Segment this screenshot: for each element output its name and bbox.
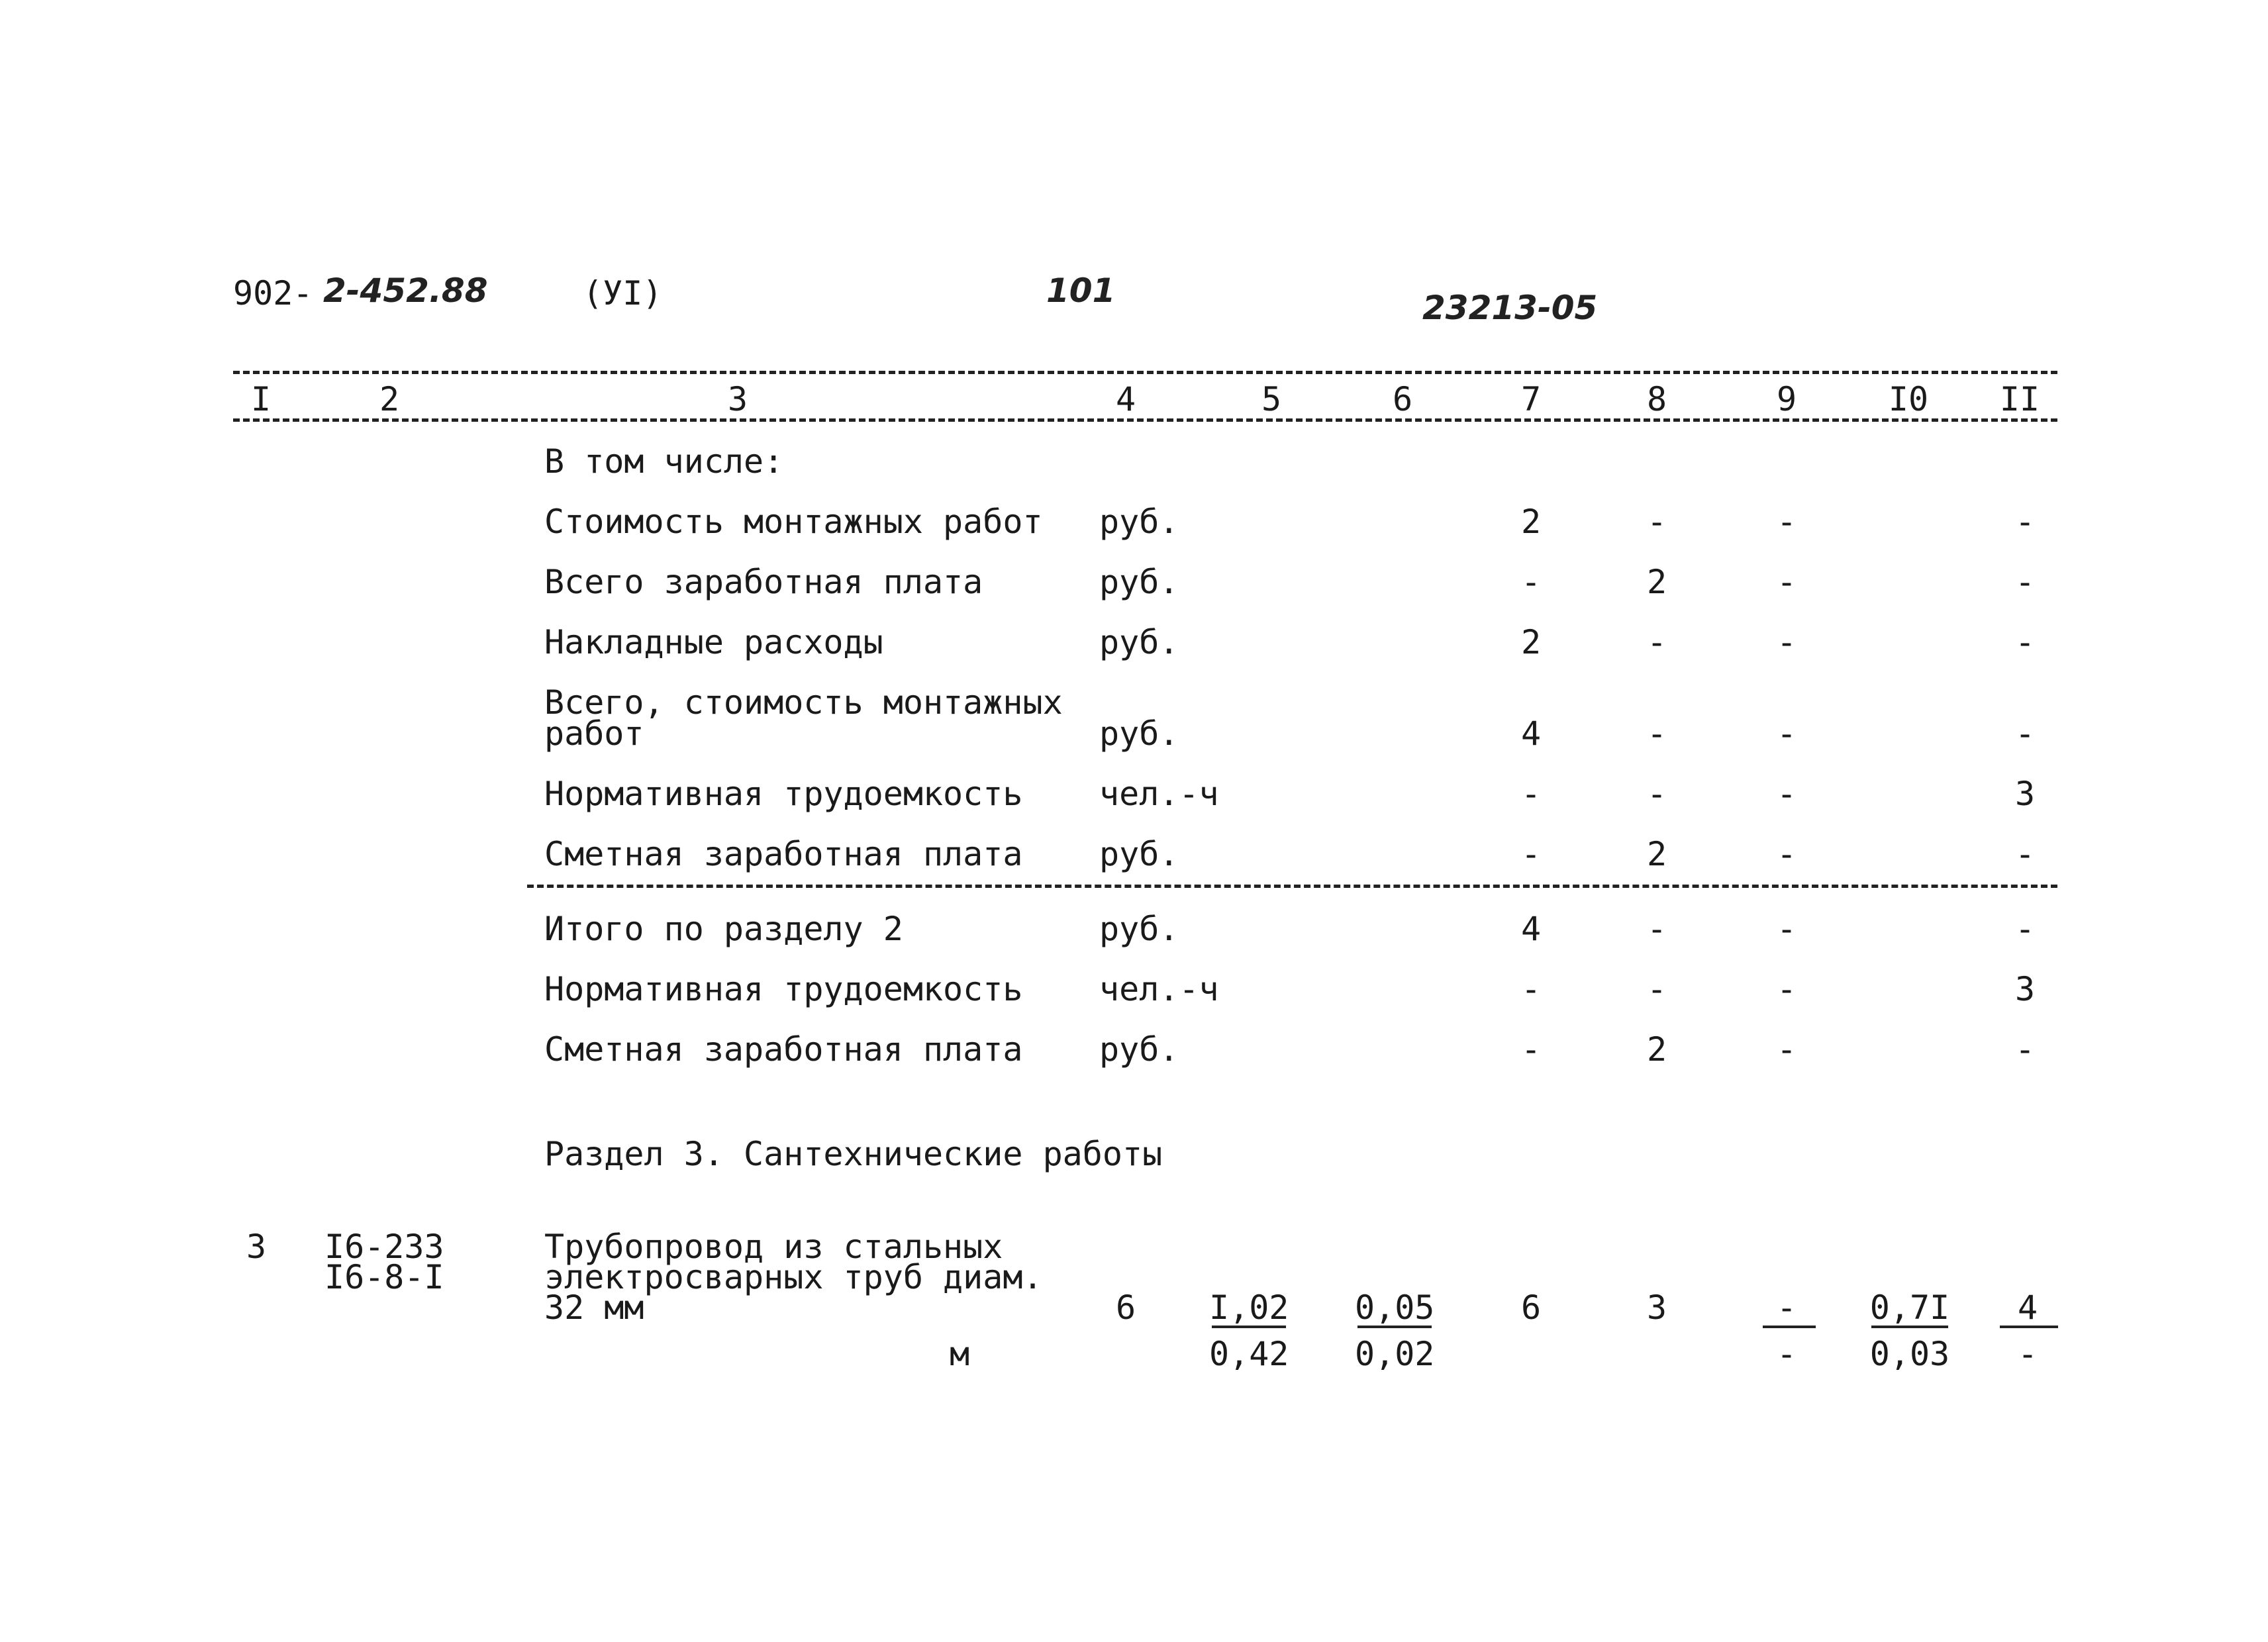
row-label: Нормативная трудоемкость [544, 775, 1023, 813]
col-header-9: 9 [1776, 380, 1797, 418]
page-number: 101 [1046, 271, 1116, 310]
totals-col9: - [1776, 910, 1797, 948]
header-bottom-rule [233, 418, 2057, 422]
row-col9: - [1776, 835, 1797, 873]
item-col6-fraction-line [1357, 1326, 1432, 1328]
doc-code-handwritten: 2-452.88 [323, 271, 488, 310]
item-col11-bottom: - [2017, 1335, 2038, 1373]
totals-unit: руб. [1099, 1030, 1179, 1069]
totals-col7: - [1520, 970, 1542, 1008]
totals-col8: 2 [1646, 1030, 1667, 1069]
row-label-line1: Всего, стоимость монтажных [544, 683, 1063, 722]
col-header-8: 8 [1646, 380, 1667, 418]
totals-col7: 4 [1520, 910, 1542, 948]
totals-col8: - [1646, 970, 1667, 1008]
row-col7: - [1520, 563, 1542, 601]
row-col11: - [2014, 563, 2036, 601]
row-label-including: В том числе: [544, 442, 784, 481]
row-col11: - [2014, 835, 2036, 873]
item-col5-top: I,02 [1209, 1288, 1289, 1327]
row-label: Сметная заработная плата [544, 835, 1023, 873]
row-col9: - [1776, 563, 1797, 601]
item-unit: м [950, 1335, 970, 1373]
item-code1: I6-233 [324, 1228, 444, 1266]
row-col9: - [1776, 714, 1797, 753]
totals-col7: - [1520, 1030, 1542, 1069]
row-col8: - [1646, 775, 1667, 813]
row-unit: чел.-ч [1099, 775, 1219, 813]
item-col5-bottom: 0,42 [1209, 1335, 1289, 1373]
col-header-11: II [1999, 380, 2040, 418]
col-header-5: 5 [1261, 380, 1282, 418]
totals-col11: - [2014, 1030, 2036, 1069]
row-col7: 4 [1520, 714, 1542, 753]
item-col11-top: 4 [2017, 1288, 2038, 1327]
col-header-7: 7 [1520, 380, 1542, 418]
totals-col8: - [1646, 910, 1667, 948]
totals-label: Нормативная трудоемкость [544, 970, 1023, 1008]
item-col11-fraction-line [2000, 1326, 2058, 1328]
row-col11: 3 [2014, 775, 2036, 813]
totals-col9: - [1776, 1030, 1797, 1069]
col-header-2: 2 [379, 380, 400, 418]
item-col4: 6 [1115, 1288, 1136, 1327]
doc-code-printed: 902- [233, 274, 313, 313]
row-label-line2: работ [544, 714, 644, 753]
row-unit: руб. [1099, 623, 1179, 661]
row-col7: - [1520, 775, 1542, 813]
row-col8: 2 [1646, 835, 1667, 873]
col-header-4: 4 [1115, 380, 1136, 418]
item-col10-top: 0,7I [1869, 1288, 1950, 1327]
item-col9-top: - [1776, 1288, 1797, 1327]
totals-col11: - [2014, 910, 2036, 948]
archive-number: 23213-05 [1422, 289, 1598, 327]
row-col7: 2 [1520, 623, 1542, 661]
row-col9: - [1776, 775, 1797, 813]
totals-unit: чел.-ч [1099, 970, 1219, 1008]
item-col8: 3 [1646, 1288, 1667, 1327]
row-label: Стоимость монтажных работ [544, 503, 1043, 541]
item-col6-bottom: 0,02 [1355, 1335, 1435, 1373]
row-col7: - [1520, 835, 1542, 873]
item-desc-line2: электросварных труб диам. [544, 1258, 1043, 1296]
row-unit: руб. [1099, 503, 1179, 541]
item-desc-line3: 32 мм [544, 1288, 644, 1327]
totals-label: Сметная заработная плата [544, 1030, 1023, 1069]
col-header-10: I0 [1888, 380, 1929, 418]
row-col8: - [1646, 503, 1667, 541]
row-col8: - [1646, 623, 1667, 661]
row-col11: - [2014, 714, 2036, 753]
item-col6-top: 0,05 [1355, 1288, 1435, 1327]
volume-label: (УI) [583, 274, 663, 313]
item-col10-fraction-line [1871, 1326, 1948, 1328]
row-label: Накладные расходы [544, 623, 883, 661]
header-top-rule [233, 371, 2057, 374]
row-unit: руб. [1099, 835, 1179, 873]
row-unit: руб. [1099, 563, 1179, 601]
row-col7: 2 [1520, 503, 1542, 541]
col-header-6: 6 [1392, 380, 1413, 418]
row-col8: 2 [1646, 563, 1667, 601]
row-col9: - [1776, 503, 1797, 541]
row-col9: - [1776, 623, 1797, 661]
col-header-1: I [250, 380, 271, 418]
item-col10-bottom: 0,03 [1869, 1335, 1950, 1373]
item-code2: I6-8-I [324, 1258, 444, 1296]
section3-title: Раздел 3. Сантехнические работы [544, 1135, 1163, 1173]
totals-separator-rule [527, 885, 2057, 888]
item-col7: 6 [1520, 1288, 1542, 1327]
row-label: Всего заработная плата [544, 563, 983, 601]
row-col8: - [1646, 714, 1667, 753]
item-desc-line1: Трубопровод из стальных [544, 1228, 1003, 1266]
totals-label: Итого по разделу 2 [544, 910, 903, 948]
row-unit: руб. [1099, 714, 1179, 753]
row-col11: - [2014, 503, 2036, 541]
row-col11: - [2014, 623, 2036, 661]
totals-col11: 3 [2014, 970, 2036, 1008]
totals-unit: руб. [1099, 910, 1179, 948]
item-col5-fraction-line [1212, 1326, 1286, 1328]
item-number: 3 [246, 1228, 267, 1266]
item-col9-fraction-line [1763, 1326, 1816, 1328]
totals-col9: - [1776, 970, 1797, 1008]
col-header-3: 3 [727, 380, 748, 418]
item-col9-bottom: - [1776, 1335, 1797, 1373]
